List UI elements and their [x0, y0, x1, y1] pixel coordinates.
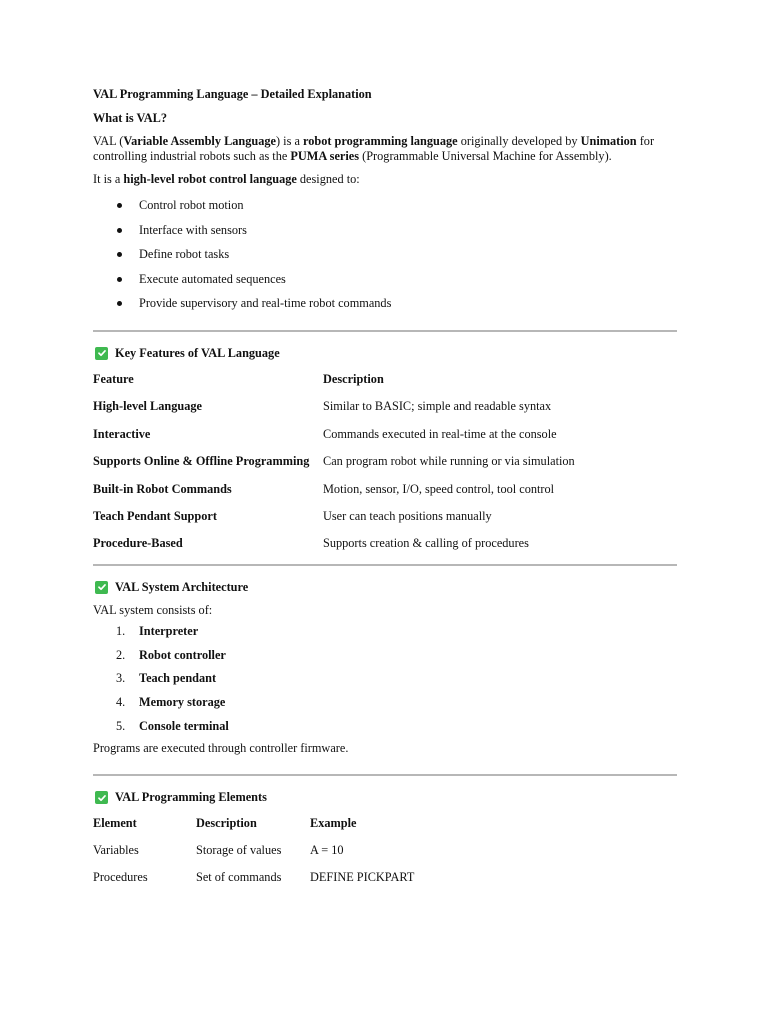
- feature-cell: Built-in Robot Commands: [93, 481, 232, 496]
- column-header-example: Example: [310, 816, 357, 831]
- feature-cell: Teach Pendant Support: [93, 508, 217, 523]
- table-row: [93, 426, 575, 453]
- table-row: [93, 481, 575, 508]
- list-number: 1.: [116, 623, 126, 638]
- list-item: 5. Console terminal: [93, 715, 677, 739]
- list-item: Control robot motion: [93, 193, 677, 218]
- list-item: Define robot tasks: [93, 242, 677, 267]
- architecture-list: [93, 620, 677, 739]
- elements-table: [93, 815, 414, 896]
- bullet-icon: [117, 277, 122, 282]
- feature-cell: High-level Language: [93, 399, 202, 414]
- list-item: 4. Memory storage: [93, 691, 677, 715]
- bullet-icon: [117, 301, 122, 306]
- bullet-icon: [117, 252, 122, 257]
- table-header-row: [93, 371, 575, 398]
- description-cell: Supports creation & calling of procedures: [323, 536, 529, 551]
- feature-cell: Supports Online & Offline Programming: [93, 454, 310, 469]
- element-cell: Procedures: [93, 870, 148, 885]
- feature-cell: Procedure-Based: [93, 536, 183, 551]
- section-divider: [93, 330, 677, 332]
- architecture-intro: VAL system consists of:: [93, 602, 213, 617]
- description-cell: Motion, sensor, I/O, speed control, tool control: [323, 481, 555, 496]
- table-row: [93, 869, 414, 896]
- table-row: [93, 508, 575, 535]
- document-title: VAL Programming Language – Detailed Explanation: [93, 87, 372, 101]
- bullet-icon: [117, 228, 122, 233]
- architecture-heading-text: VAL System Architecture: [115, 579, 249, 594]
- val-purpose-paragraph: It is a high-level robot control language designed to:: [93, 172, 360, 186]
- description-cell: Commands executed in real-time at the console: [323, 426, 557, 441]
- list-item: Interface with sensors: [93, 218, 677, 243]
- section-divider: [93, 564, 677, 566]
- table-row: [93, 842, 414, 869]
- column-header-feature: Feature: [93, 371, 134, 386]
- list-number: 3.: [116, 671, 126, 686]
- list-number: 5.: [116, 719, 126, 734]
- list-number: 4.: [116, 695, 126, 710]
- purpose-bullet-list: [93, 193, 677, 316]
- architecture-heading: [93, 580, 677, 595]
- description-cell: Set of commands: [196, 870, 282, 885]
- table-row: [93, 535, 575, 562]
- column-header-description: Description: [196, 816, 257, 831]
- table-row: [93, 398, 575, 425]
- description-cell: Similar to BASIC; simple and readable syntax: [323, 399, 552, 414]
- elements-heading-text: VAL Programming Elements: [115, 790, 267, 805]
- list-item: Provide supervisory and real-time robot commands: [93, 291, 677, 316]
- list-item: 2. Robot controller: [93, 644, 677, 668]
- check-mark-icon: [95, 791, 108, 804]
- what-is-val-heading: What is VAL?: [93, 111, 168, 125]
- column-header-description: Description: [323, 371, 384, 386]
- bullet-icon: [117, 203, 122, 208]
- table-row: [93, 453, 575, 480]
- section-divider: [93, 774, 677, 776]
- element-cell: Variables: [93, 843, 139, 858]
- table-header-row: [93, 815, 414, 842]
- column-header-element: Element: [93, 816, 137, 831]
- list-number: 2.: [116, 647, 126, 662]
- description-cell: Can program robot while running or via simulation: [323, 454, 575, 469]
- description-cell: Storage of values: [196, 843, 282, 858]
- document-content: [93, 87, 677, 896]
- features-heading: [93, 346, 677, 361]
- description-cell: User can teach positions manually: [323, 508, 492, 523]
- val-definition-paragraph: VAL (Variable Assembly Language) is a robot programming language originally developed by Unimation for controlling industrial robots such as the PUMA series (Programmable Universal Machine for Assembly).: [93, 134, 655, 163]
- features-heading-text: Key Features of VAL Language: [115, 345, 280, 360]
- feature-cell: Interactive: [93, 426, 151, 441]
- features-table: [93, 371, 575, 563]
- architecture-outro: Programs are executed through controller firmware.: [93, 741, 349, 756]
- example-cell: A = 10: [310, 843, 344, 858]
- list-item: Execute automated sequences: [93, 267, 677, 292]
- list-item: 1. Interpreter: [93, 620, 677, 644]
- list-item: 3. Teach pendant: [93, 667, 677, 691]
- example-cell: DEFINE PICKPART: [310, 870, 415, 885]
- check-mark-icon: [95, 581, 108, 594]
- elements-heading: [93, 790, 677, 805]
- check-mark-icon: [95, 347, 108, 360]
